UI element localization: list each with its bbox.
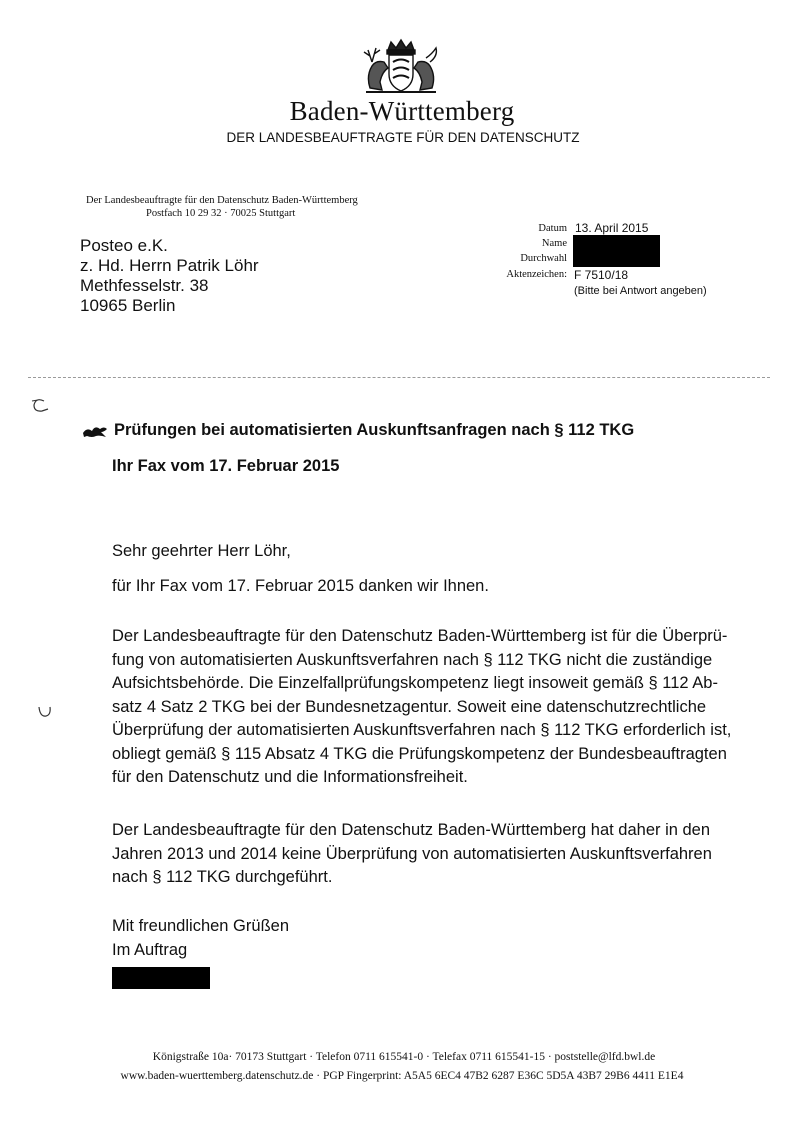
paragraph-line: nach § 112 TKG durchgeführt. [112,868,333,886]
authority-name: DER LANDESBEAUFTRAGTE FÜR DEN DATENSCHUTZ [226,130,580,145]
subject-title: Prüfungen bei automatisierten Auskunftsanfragen nach § 112 TKG [114,421,635,439]
punch-hole-mark-icon [37,703,53,719]
recipient-line: Posteo e.K. [80,236,168,255]
paragraph-line: Der Landesbeauftragte für den Datenschutz Baden-Württemberg ist für die Überprü- [112,627,728,645]
recipient-line: Methfesselstr. 38 [80,276,209,295]
paragraph-line: Jahren 2013 und 2014 keine Überprüfung von automatisierten Auskunftsverfahren [112,844,712,863]
paragraph-line: satz 4 Satz 2 TKG bei der Bundesnetzagentur. Soweit eine datenschutzrechtliche [112,697,707,716]
thanks-sentence: für Ihr Fax vom 17. Februar 2015 danken wir Ihnen. [112,577,489,595]
reference-line: Ihr Fax vom 17. Februar 2015 [112,457,340,475]
redacted-name-extension [573,235,660,267]
file-number-label: Aktenzeichen: [506,269,567,280]
paragraph-line: obliegt gemäß § 115 Absatz 4 TKG die Prüfungskompetenz der Bundesbeauftragten [112,744,727,763]
paragraph-line: Überprüfung der automatisierten Auskunftsverfahren nach § 112 TKG erforderlich ist, [112,721,732,739]
coat-of-arms-icon [358,38,444,96]
name-label: Name [541,238,567,249]
fold-line [28,377,770,378]
paragraph-line: Aufsichtsbehörde. Die Einzelfallprüfungskompetenz liegt insoweit gemäß § 112 Ab- [112,674,718,692]
recipient-line: 10965 Berlin [80,296,176,315]
sender-return-address: Postfach 10 29 32 · 70025 Stuttgart [146,208,296,219]
paragraph-2 [112,819,732,890]
closing: Mit freundlichen Grüßen [112,917,289,935]
recipient-address [80,236,259,316]
file-number-note: (Bitte bei Antwort angeben) [574,285,707,297]
recipient-line: z. Hd. Herrn Patrik Löhr [80,256,259,275]
paragraph-line: fung von automatisierten Auskunftsverfahren nach § 112 TKG nicht die zuständige [112,650,713,669]
date-label: Datum [538,223,567,234]
paragraph-line: für den Datenschutz und die Informationsfreiheit. [112,768,468,786]
date-value: 13. April 2015 [575,221,649,235]
punch-hole-mark-icon [30,397,50,415]
lion-emblem-icon [82,423,108,439]
paragraph-1 [112,625,732,790]
redacted-signature [112,967,210,989]
footer-contact: Königstraße 10a· 70173 Stuttgart · Telefon 0711 615541-0 · Telefax 0711 615541-15 · poststelle@lfd.bwl.de [152,1051,656,1063]
state-name: Baden-Württemberg [289,96,515,126]
salutation: Sehr geehrter Herr Löhr, [112,542,291,560]
footer-web-pgp: www.baden-wuerttemberg.datenschutz.de · PGP Fingerprint: A5A5 6EC4 47B2 6287 E36C 5D5A 43B7 29B6 4411 E1E4 [120,1070,684,1082]
sender-return-name: Der Landesbeauftragte für den Datenschutz Baden-Württemberg [86,195,358,206]
file-number-value: F 7510/18 [574,268,629,282]
closing-sub: Im Auftrag [112,941,188,959]
extension-label: Durchwahl [520,253,567,264]
subject-line [82,421,634,440]
paragraph-line: Der Landesbeauftragte für den Datenschutz Baden-Württemberg hat daher in den [112,821,711,839]
